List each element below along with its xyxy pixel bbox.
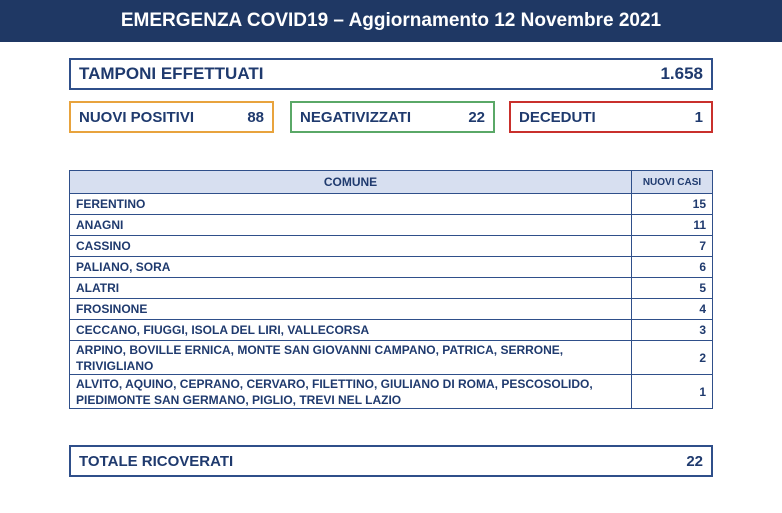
nuovi-casi-cell: 7 (632, 236, 713, 257)
nuovi-casi-cell: 2 (632, 341, 713, 375)
table-row (70, 278, 713, 299)
comune-cell: ARPINO, BOVILLE ERNICA, MONTE SAN GIOVANNI CAMPANO, PATRICA, SERRONE, TRIVIGLIANO (70, 341, 632, 375)
page-title: EMERGENZA COVID19 – Aggiornamento 12 Novembre 2021 (120, 10, 662, 31)
table-row (70, 375, 713, 409)
totale-ricoverati-value: 22 (686, 452, 703, 470)
deceduti-value: 1 (694, 108, 703, 126)
table-row (70, 320, 713, 341)
comuni-table (69, 170, 713, 409)
totale-ricoverati-box (69, 445, 713, 477)
table-row (70, 341, 713, 375)
deceduti-label: DECEDUTI (519, 108, 596, 126)
table-row (70, 194, 713, 215)
totale-ricoverati-label: TOTALE RICOVERATI (79, 452, 234, 470)
page-header (0, 0, 782, 42)
comune-cell: ANAGNI (70, 215, 632, 236)
column-header-comune: COMUNE (70, 171, 632, 194)
table-row (70, 299, 713, 320)
table-row (70, 236, 713, 257)
comune-cell: FROSINONE (70, 299, 632, 320)
comune-cell: CECCANO, FIUGGI, ISOLA DEL LIRI, VALLECORSA (70, 320, 632, 341)
nuovi-casi-cell: 3 (632, 320, 713, 341)
nuovi-casi-cell: 1 (632, 375, 713, 409)
deceduti-box (509, 101, 713, 133)
table-row (70, 215, 713, 236)
nuovi-positivi-label: NUOVI POSITIVI (79, 108, 195, 126)
comune-cell: PALIANO, SORA (70, 257, 632, 278)
nuovi-positivi-value: 88 (247, 108, 264, 126)
comune-cell: ALVITO, AQUINO, CEPRANO, CERVARO, FILETTINO, GIULIANO DI ROMA, PESCOSOLIDO, PIEDIMONTE SAN GERMANO, PIGLIO, TREVI NEL LAZIO (70, 375, 632, 409)
nuovi-casi-cell: 11 (632, 215, 713, 236)
column-header-nuovi-casi: NUOVI CASI (632, 171, 713, 194)
comune-cell: CASSINO (70, 236, 632, 257)
table-row (70, 257, 713, 278)
tamponi-value: 1.658 (660, 64, 703, 83)
comune-cell: ALATRI (70, 278, 632, 299)
tamponi-box (69, 58, 713, 90)
tamponi-label: TAMPONI EFFETTUATI (79, 64, 264, 83)
nuovi-casi-cell: 5 (632, 278, 713, 299)
nuovi-casi-cell: 6 (632, 257, 713, 278)
negativizzati-label: NEGATIVIZZATI (300, 108, 412, 126)
table-header-row (70, 171, 713, 194)
nuovi-positivi-box (69, 101, 274, 133)
comune-cell: FERENTINO (70, 194, 632, 215)
negativizzati-value: 22 (468, 108, 485, 126)
nuovi-casi-cell: 4 (632, 299, 713, 320)
nuovi-casi-cell: 15 (632, 194, 713, 215)
negativizzati-box (290, 101, 495, 133)
